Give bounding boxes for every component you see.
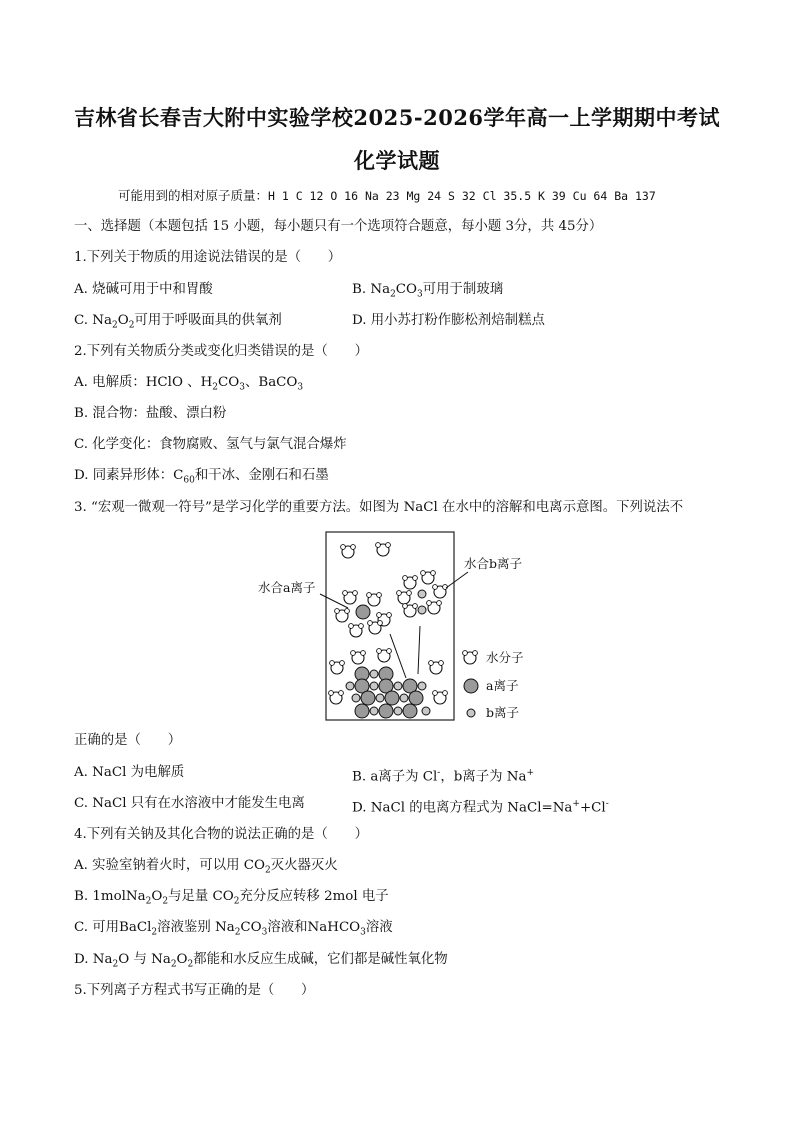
atomic-masses-label: 可能用到的相对原子质量：	[118, 188, 269, 203]
question-3-stem-continued: 正确的是（ ）	[74, 733, 182, 748]
question-2-stem: 2.下列有关物质分类或变化归类错误的是（ ）	[74, 344, 368, 359]
q2-option-a: A. 电解质：HClO 、$H_2CO_3$、BaCO$_3$	[74, 375, 304, 393]
question-5-stem: 5.下列离子方程式书写正确的是（ ）	[74, 983, 315, 998]
q4-option-d: D. $Na_2O$ 与 $Na_2O_2$都能和水反应生成碱，它们都是碱性氧化物	[74, 952, 448, 970]
exam-title: 吉林省长春吉大附中实验学校2025-2026学年高一上学期期中考试	[73, 105, 721, 130]
question-3-stem: 3. “宏观一微观一符号”是学习化学的重要方法。如图为 NaCl 在水中的溶解和电离示意图。下列说法不	[74, 500, 684, 515]
legend-water-label: 水分子	[486, 650, 524, 665]
q1-option-b: B. $Na_2CO_3$可用于制玻璃	[352, 282, 504, 300]
atomic-masses-line	[118, 187, 656, 206]
label-hydrated-b-ion: 水合b离子	[464, 556, 523, 571]
q3-option-c: C. NaCl 只有在水溶液中才能发生电离	[74, 796, 305, 811]
q1-option-a: A. 烧碱可用于中和胃酸	[74, 282, 213, 297]
question-1-stem: 1.下列关于物质的用途说法错误的是（ ）	[74, 250, 342, 265]
q2-option-b: B. 混合物：盐酸、漂白粉	[74, 406, 227, 421]
legend-a-label: a离子	[486, 678, 519, 693]
exam-subtitle: 化学试题	[354, 148, 440, 173]
q1-option-c: C. $Na_2O_2$可用于呼吸面具的供氧剂	[74, 313, 282, 331]
q1-option-d: D. 用小苏打粉作膨松剂焙制糕点	[352, 313, 545, 328]
q2-option-d: D. 同素异形体：$C_{60}$和干冰、金刚石和石墨	[74, 468, 329, 486]
q4-option-c: C. 可用BaCl$_2$溶液鉴别 $Na_2CO_3$溶液和NaHCO$_3$溶液	[74, 920, 393, 938]
atomic-masses-values: H 1 C 12 O 16 Na 23 Mg 24 S 32 Cl 35.5 K 39 Cu 64 Ba 137	[268, 189, 656, 203]
label-hydrated-a-ion: 水合a离子	[258, 580, 316, 595]
q3-option-a: A. NaCl 为电解质	[74, 765, 185, 780]
q3-option-d: D. NaCl 的电离方程式为 NaCl=Na++Cl-	[352, 799, 609, 816]
nacl-dissolution-diagram	[250, 528, 540, 726]
question-4-stem: 4.下列有关钠及其化合物的说法正确的是（ ）	[74, 827, 368, 842]
q4-option-b: B. $1molNa_2O_2$与足量 $CO_2$充分反应转移 2mol 电子	[74, 889, 389, 907]
q2-option-c: C. 化学变化：食物腐败、氢气与氯气混合爆炸	[74, 437, 347, 452]
section-heading: 一、选择题（本题包括 15 小题，每小题只有一个选项符合题意，每小题 3分，共 45分）	[74, 219, 603, 234]
q3-option-b: B. a离子为 Cl-，b离子为 Na+	[352, 768, 534, 785]
legend-b-label: b离子	[486, 705, 520, 720]
q4-option-a: A. 实验室钠着火时，可以用 $CO_2$灭火器灭火	[74, 858, 338, 876]
